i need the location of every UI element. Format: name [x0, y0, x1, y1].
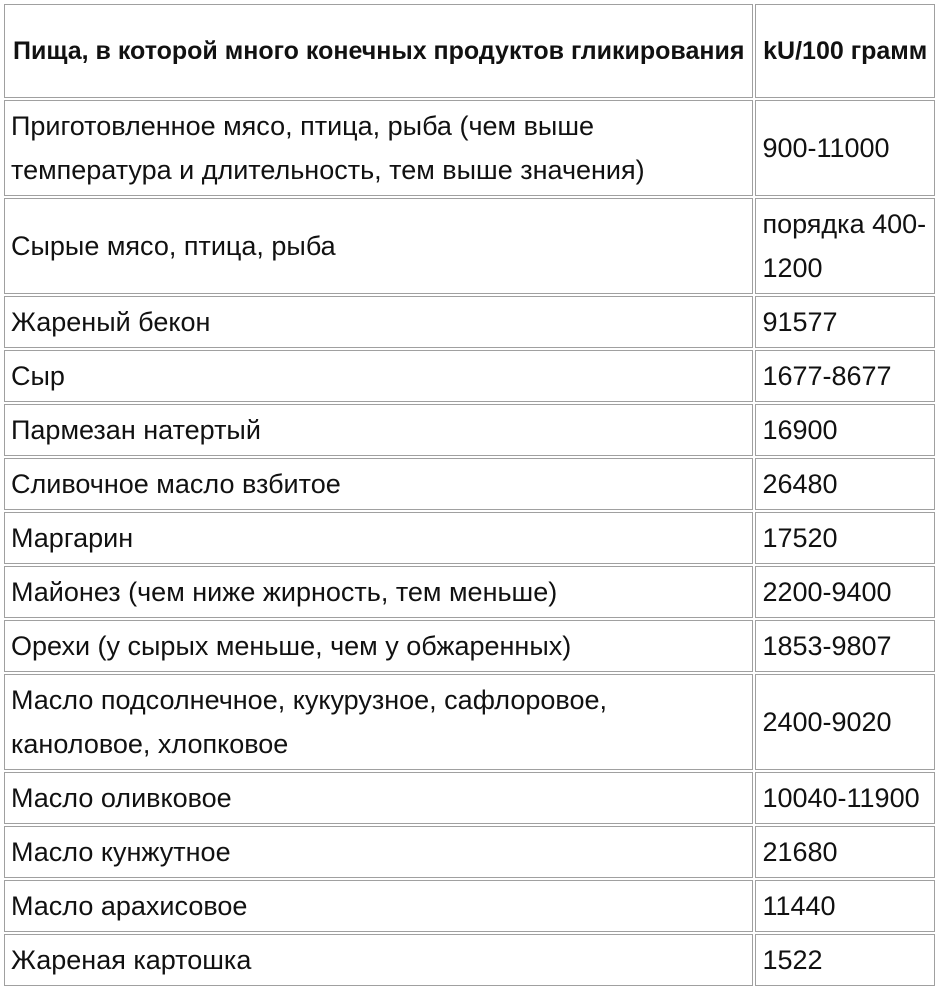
food-cell: Сливочное масло взбитое	[4, 458, 753, 510]
food-cell: Масло арахисовое	[4, 880, 753, 932]
food-cell: Жареная картошка	[4, 934, 753, 986]
food-cell: Сырые мясо, птица, рыба	[4, 198, 753, 294]
table-header-row	[4, 4, 935, 98]
value-cell: 1677-8677	[755, 350, 935, 402]
food-cell: Пармезан натертый	[4, 404, 753, 456]
food-cell: Сыр	[4, 350, 753, 402]
value-cell: 11440	[755, 880, 935, 932]
value-cell: 1522	[755, 934, 935, 986]
value-cell: 16900	[755, 404, 935, 456]
food-cell: Орехи (у сырых меньше, чем у обжаренных)	[4, 620, 753, 672]
table-row	[4, 350, 935, 402]
value-cell: 2400-9020	[755, 674, 935, 770]
age-food-table	[2, 2, 937, 988]
header-food: Пища, в которой много конечных продуктов гликирования	[4, 4, 753, 98]
table-row	[4, 674, 935, 770]
value-cell: 26480	[755, 458, 935, 510]
table-row	[4, 296, 935, 348]
food-cell: Масло кунжутное	[4, 826, 753, 878]
value-cell: порядка 400-1200	[755, 198, 935, 294]
table-row	[4, 566, 935, 618]
table-row	[4, 772, 935, 824]
food-cell: Приготовленное мясо, птица, рыба (чем выше температура и длительность, тем выше значения)	[4, 100, 753, 196]
value-cell: 2200-9400	[755, 566, 935, 618]
table-row	[4, 100, 935, 196]
food-cell: Маргарин	[4, 512, 753, 564]
value-cell: 10040-11900	[755, 772, 935, 824]
table-row	[4, 198, 935, 294]
header-value: kU/100 грамм	[755, 4, 935, 98]
table-row	[4, 826, 935, 878]
value-cell: 1853-9807	[755, 620, 935, 672]
value-cell: 17520	[755, 512, 935, 564]
table-row	[4, 620, 935, 672]
table-row	[4, 404, 935, 456]
table-row	[4, 880, 935, 932]
value-cell: 91577	[755, 296, 935, 348]
table-row	[4, 934, 935, 986]
table-row	[4, 512, 935, 564]
table-row	[4, 458, 935, 510]
food-cell: Масло подсолнечное, кукурузное, сафлоровое, каноловое, хлопковое	[4, 674, 753, 770]
value-cell: 900-11000	[755, 100, 935, 196]
food-cell: Масло оливковое	[4, 772, 753, 824]
food-cell: Жареный бекон	[4, 296, 753, 348]
value-cell: 21680	[755, 826, 935, 878]
food-cell: Майонез (чем ниже жирность, тем меньше)	[4, 566, 753, 618]
